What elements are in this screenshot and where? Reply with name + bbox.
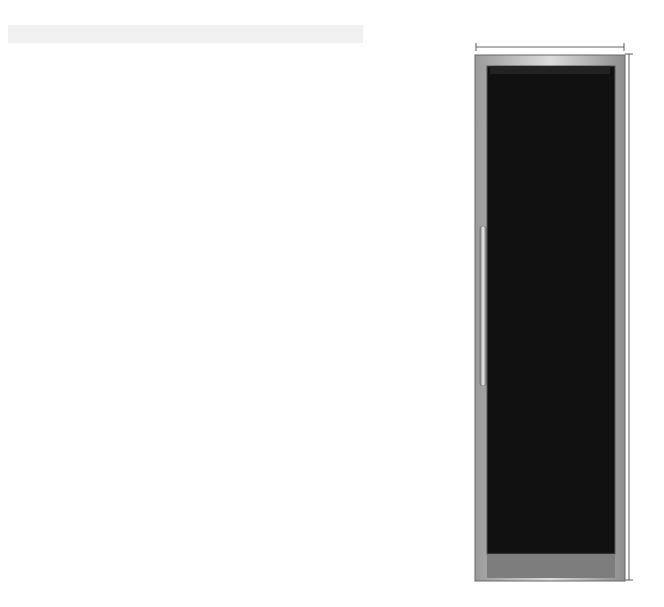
- width-dimension-line: [476, 43, 624, 51]
- glass-door: [487, 66, 615, 554]
- column-header-spec: [76, 25, 363, 43]
- door-handle: [480, 226, 486, 386]
- wine-cooler-image: [470, 28, 664, 602]
- height-dimension-line: [625, 54, 633, 580]
- table-header-row: [8, 25, 363, 43]
- spec-table: [8, 25, 363, 43]
- base-kick-plate: [487, 554, 615, 578]
- control-panel: [490, 66, 610, 74]
- wine-cooler-figure: [470, 28, 664, 602]
- column-header-attribute: [8, 25, 76, 43]
